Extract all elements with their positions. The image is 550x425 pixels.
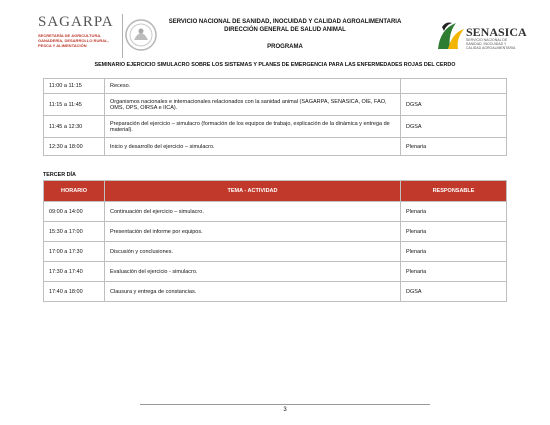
- activity-cell: Receso.: [105, 79, 401, 94]
- time-cell: 12:30 a 18:00: [44, 138, 105, 156]
- table-header-row: [44, 181, 507, 202]
- table-row: [44, 79, 507, 94]
- responsible-cell: Plenaria: [401, 242, 507, 262]
- responsible-cell: Plenaria: [401, 262, 507, 282]
- table-row: [44, 94, 507, 116]
- activity-cell: Inicio y desarrollo del ejercicio – simulacro.: [105, 138, 401, 156]
- activity-cell: Preparación del ejercicio – simulacro (formación de los equipos de trabajo, explicación de la dinámica y entrega de material).: [105, 116, 401, 138]
- time-cell: 17:30 a 17:40: [44, 262, 105, 282]
- table-row: [44, 116, 507, 138]
- activity-cell: Presentación del informe por equipos.: [105, 222, 401, 242]
- activity-cell: Clausura y entrega de constancias.: [105, 282, 401, 302]
- header-responsable: RESPONSABLE: [401, 181, 507, 202]
- header-horario: HORARIO: [44, 181, 105, 202]
- day-label: TERCER DÍA: [43, 172, 76, 178]
- sagarpa-wordmark: SAGARPA: [38, 14, 114, 30]
- title-direction: DIRECCIÓN GENERAL DE SALUD ANIMAL: [224, 27, 346, 33]
- time-cell: 17:40 a 18:00: [44, 282, 105, 302]
- time-cell: 11:45 a 12:30: [44, 116, 105, 138]
- time-cell: 15:30 a 17:00: [44, 222, 105, 242]
- page-number: 3: [283, 407, 287, 413]
- responsible-cell: DGSA: [401, 282, 507, 302]
- table-row: [44, 202, 507, 222]
- document-titles: [160, 18, 410, 51]
- title-agency: SERVICIO NACIONAL DE SANIDAD, INOCUIDAD Y CALIDAD AGROALIMENTARIA: [168, 19, 402, 25]
- sagarpa-logo: [38, 14, 118, 64]
- responsible-cell: Plenaria: [401, 138, 507, 156]
- responsible-cell: [401, 79, 507, 94]
- responsible-cell: DGSA: [401, 94, 507, 116]
- activity-cell: Discusión y conclusiones.: [105, 242, 401, 262]
- header-tema-actividad: TEMA - ACTIVIDAD: [105, 181, 401, 202]
- table-row: [44, 262, 507, 282]
- time-cell: 11:15 a 11:45: [44, 94, 105, 116]
- seminar-title: SEMINARIO EJERCICIO SIMULACRO SOBRE LOS SISTEMAS Y PLANES DE EMERGENCIA PARA LAS ENFERMEDADES ROJAS DEL CERDO: [94, 62, 456, 68]
- responsible-cell: Plenaria: [401, 222, 507, 242]
- senasica-subtitle: SERVICIO NACIONAL DE SANIDAD, INOCUIDAD Y CALIDAD AGROALIMENTARIA: [466, 38, 516, 50]
- table-row: [44, 138, 507, 156]
- table-row: [44, 222, 507, 242]
- schedule-table-day2: [43, 78, 507, 156]
- table-row: [44, 242, 507, 262]
- activity-cell: Continuación del ejercicio – simulacro.: [105, 202, 401, 222]
- senasica-wordmark: SENASICA: [466, 25, 527, 39]
- activity-cell: Evaluación del ejercicio - simulacro.: [105, 262, 401, 282]
- activity-cell: Organismos nacionales e internacionales relacionados con la sanidad animal (SAGARPA, SENASICA, OIE, FAO, OMS, OPS, OIRSA e IICA).: [105, 94, 401, 116]
- page-header: [0, 0, 550, 70]
- logo-divider: [122, 14, 123, 58]
- time-cell: 09:00 a 14:00: [44, 202, 105, 222]
- mexico-seal-icon: [124, 18, 158, 52]
- senasica-emblem-icon: [434, 19, 466, 53]
- time-cell: 11:00 a 11:15: [44, 79, 105, 94]
- responsible-cell: Plenaria: [401, 202, 507, 222]
- footer-divider: [140, 404, 430, 405]
- sagarpa-subtitle: SECRETARÍA DE AGRICULTURA, GANADERÍA, DESARROLLO RURAL, PESCA Y ALIMENTACIÓN: [38, 33, 109, 48]
- responsible-cell: DGSA: [401, 116, 507, 138]
- title-program: PROGRAMA: [267, 44, 303, 50]
- time-cell: 17:00 a 17:30: [44, 242, 105, 262]
- senasica-logo: [432, 17, 527, 57]
- table-row: [44, 282, 507, 302]
- schedule-table-day3: [43, 180, 507, 302]
